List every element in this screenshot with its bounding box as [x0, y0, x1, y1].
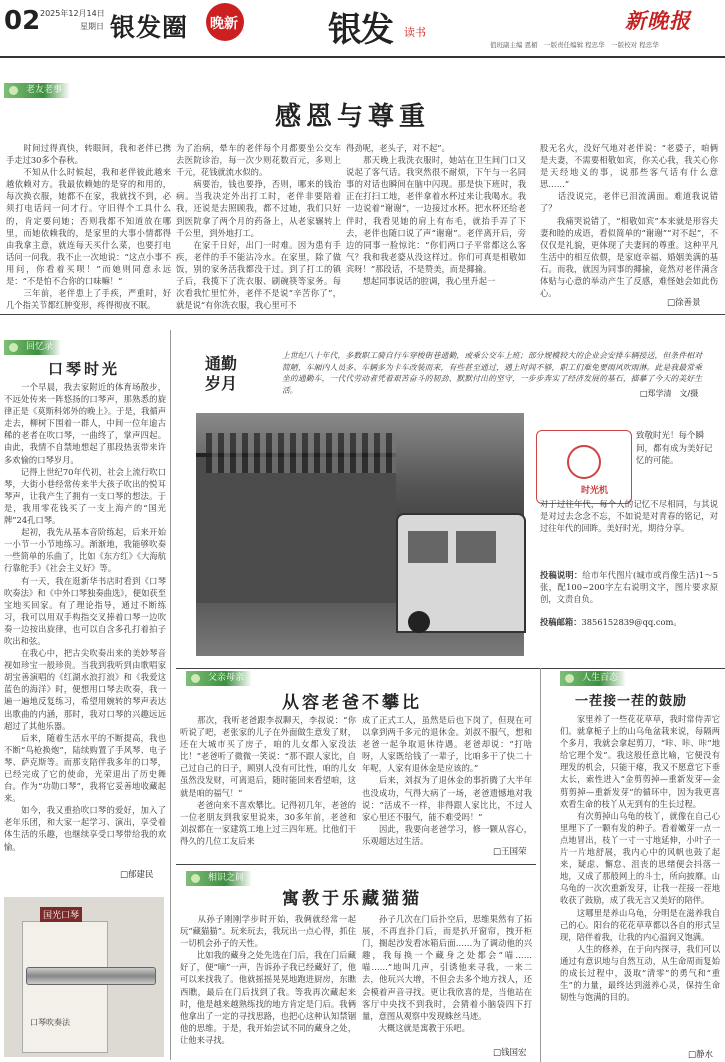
divider-2: [176, 668, 725, 669]
article4-author: □王国荣: [493, 847, 527, 857]
article6-col2: 孙子几次在门后扑空后，思维果然有了拓展，不再直扑门后，而是扒开窗帘，拽开柜门，搁起沙发看冰箱后面……为了调动他的兴趣，我每换一个藏身之处都会“喵……喵……”地叫几声，引诱他来寻我，一来二去，他玩兴大增，不但会去多个地方找人，还会模着声音寻找。更让我欣喜的是，当他站在客厅中央找不到我时，会猜着小脑袋四下打量，意图从观察中发现蛛丝马迹。 大概这就是寓教于乐吧。: [362, 914, 532, 1033]
bus-window-2: [456, 531, 496, 563]
article6-title: 寓教于乐藏猫猫: [282, 889, 422, 909]
photo-crowd: [206, 433, 396, 473]
section-name: 银发圈: [110, 13, 189, 42]
photo-truck: [196, 453, 396, 603]
section-badge: [206, 3, 244, 41]
article4-title: 从容老爸不攀比: [282, 693, 422, 713]
column-logo: [328, 2, 428, 50]
article5-body: 家里养了一些花花草草，我时常侍弄它们。就拿栀子上的山乌龟盆栽来说，每隔两个多月，我就会拿起剪刀，“咔、咔、咔”地给它理个发”。我这般任意比喻，它便没有理发的机会，只能干瘪，我又不愿意它下垂太长，索性进入“金剪剪掉—重新发芽—金剪剪掉—重新发芽”的循环中，因为我更喜欢看生命的枝丫从无到有的生长过程。 有次剪掉山乌龟的枝丫，就像在自己心里埋下了一颗有发的种子。看着嫩芽一点一点地冒出，枝丫一寸一寸地延伸，小叶子一片一片地舒展，我内心中的风帆也鼓了起来，疑虑、懈怠、沮丧的思绪便会抖落一地，又成了那般网上的斗士，所向披靡。山乌龟的一次次重新发芽，让我一茬接一茬地收获了鼓励，成了我无言又美好的陪伴。 这哪里是养山乌龟，分明是在滋养我自己的心。阳台的花花草草都以各自的形式呈现，陪伴着我，让我的内心温润又饱满。 人生的修养，在于向内探寻，我们可以通过有意识地与自然互动，从生命周而复始的成长过程中，汲取“清零”的勇气和“重生”的力量，最终达到滋养心灵，保持生命韧性与饱满的目的。: [560, 714, 720, 1003]
article1-col2: 为了治病，晕车的老伴每个月都要坐公交车去医院诊治，每一次少则花数百元，多则上千元，花钱就流水似的。 病要治，钱也要挣，否则，哪来的钱治病。当我决定外出打工时，老伴非要陪着我，还说是去照顾我，都不过她，我们只好到医院拿了两个月的药备上，从老家辗转上千公里，到外地打工。 在家千日好，出门一时难。因为患有手疾，老伴的手不能沾冷水。在家里，除了做饭，别的家务活我都没干过。到了打工的镇子后，我揽下了洗衣服、刷碗筷等家务。每次看我忙里忙外，老伴不是说“辛苦你了”，就是说“有你洗衣服，我心里可不: [176, 143, 341, 311]
article3-author: □郑学清 文/摄: [640, 389, 699, 398]
sidebar-body: 对于过往年代，每个人的记忆不尽相同，与其说是对过去念念不忘，不如说是对青春的铭记，对过往年代的回眸。美好时光，期待分享。: [540, 499, 718, 534]
article2-title: 口琴时光: [48, 360, 121, 378]
page-number: 02: [4, 6, 41, 36]
sidebar-email: [540, 604, 718, 630]
divider-1: [0, 314, 725, 315]
divider-3: [176, 864, 536, 865]
sidebar-slogan: 致敬时光！每个瞬间，都有成为美好记忆的可能。: [636, 431, 713, 466]
harmonica-box: [22, 921, 108, 1053]
bus-window-1: [408, 531, 448, 563]
commute-photo: [196, 413, 524, 656]
sidebar-req-text: 给市年代图片(城市或肖像生活)1～5张，配100~200字左右说明文字，图片要求原创，文责自负。: [540, 570, 718, 605]
article4-tag: 父亲母亲: [186, 671, 252, 686]
bus-wheel: [408, 611, 430, 633]
article2-author: □郁建民: [120, 870, 154, 880]
article3-caption: 上世纪八十年代，多数职工骑自行车穿梭街巷通勤，或乘公交车上班；部分规模较大的企业会安排车辆接送，但条件相对简陋，车厢内人员多、车辆多为卡车改装而来，有些甚至通过，遇上时间不够，职工们难免要雨风吹雨淋。此是我最常乘坐的通勤车，一代代劳动者凭着艰苦奋斗的韧劲、默默付出的坚守，一步步奔实了经济发展的基石，描摹了今天的美好生活。: [282, 351, 702, 395]
column-logo-small: 读书: [404, 26, 426, 39]
right-column-rule: [540, 668, 541, 1062]
article4-col2: 成了正式工人，虽然是后也下岗了，但现在可以拿到两千多元的退休金。刘叔不服气，想和老爸一起争取退休待遇。老爸却说：“打啥呀，人家既给钱了一辈子，比咱多干了快二十年呢，人家有退休金是应该的。” 后来，刘叔为了退休金的事折腾了大半年也没成功，气得大病了一场，老爸遗憾地对我说：“活成不一样，非得跟人家比比，不过人家心里还不服气，能不难受吗！” 因此，我要向老爸学习，修一颗从容心，乐观超达过生活。: [362, 715, 532, 846]
camera-icon: [536, 430, 632, 504]
article1-author: □徐善景: [667, 298, 701, 308]
sidebar-badge: 时光机: [581, 486, 609, 496]
sidebar-requirements: [540, 557, 718, 603]
article1-col1: 时间过得真快，转眼间，我和老伴已携手走过30多个春秋。 不知从什么时候起，我和老伴彼此越来越依赖对方。我最依赖她的是穿的和用的，每次换衣服，她都不在家，我就找不到，必须打电话问一问才行。守旧得个工具什么的，肯定要问她；否则我都不知道放在哪里，而她依赖我的，是家里的大事小情都得由我拿主意，就连每天买什么菜，也要打电话问一问我。我不止一次地说：“这点小事不用问，你看着买呗！”而她则同意永远是：“不是怕不合你的口味嘛！” 三年前，老伴患上了手疾，严重时，好几个指关节都红肿变形，疼得彻夜不眠。: [6, 143, 171, 311]
article6-tag: 相识之间: [186, 871, 252, 886]
article1-col4: 股无名火，没好气地对老伴说：“老婆子，咱俩是夫妻，不需要相敬如宾，你关心我，我关心你是天经地义的事，说那些客气话有什么意思……” 话没说完，老伴已泪流满面。难道我说错了？ 我痛哭说错了，“相敬如宾”本来就是形容夫妻和睦的成语，看似简单的“谢谢”“对不起”，不仅仅是礼貌，更体现了夫妻间的尊重。这种平凡生活中的相互依偎，是家庭幸福、婚姻美满的基石。而我，就因为同事的揶揄，竟然对老伴满含体贴与心意的举动产生了反感，难怪她会如此伤心。: [540, 143, 718, 299]
article3-title: 通勤岁月: [205, 354, 238, 393]
weekday: 星期日: [80, 22, 104, 31]
article2-body: 一个早晨，我去家附近的体育场散步，不远处传来一阵悠扬的口琴声，那熟悉的旋律正是《莫斯科郊外的晚上》。于是，我循声走去，柳树下围着一群人，中间一位年逾古稀的老者在吹口琴，一曲终了，掌声四起。由此，我情不自禁地想起了那段热衷带来许多欢愉的口琴岁月。 记得上世纪70年代初，社会上流行吹口琴，大街小巷经常传来半大孩子吹出的悦耳琴声，让我产生了拥有一支口琴的想法。于是，我用零花钱买了一支上海产的“国光牌”24孔口琴。 起初，我先从基本音阶练起，后来开始一小节一小节地练习。渐渐地，我能够吹奏一些简单的乐曲了，比如《东方红》《大海航行靠舵手》《社会主义好》等。 有一天，我在逛新华书店时看到《口琴吹奏法》和《中外口琴独奏曲选》，便如获至宝地买回家。有了理论指导，通过不断练习，我可以用双手构指交叉捧着口琴一边吹奏一边按出旋律，也可以自含多孔打着拍子吹出和弦。 在我心中，把古尖吹奏出来的美妙琴音视如珍宝一般珍贵。当我到我听到由歌唱家胡宝善演唱的《红湖水浪打浪》和《我爱这蓝色的海洋》时，便想用口琴去吹奏，我一遍一遍地反复练习，希望用婉转的琴声表达出歌曲的内涵，那时，我对口琴的兴趣远远超过了其他乐器。 后来，随着生活水平的不断提高，我也不断“鸟枪换炮”，陆续购置了手风琴、电子琴、萨克斯等。而那支陪伴我多年的口琴，已经完成了它的使命，光荣退出了历史舞台。作为“功勋口琴”，我将它妥善地收藏起来。 如今，我又重拾吹口琴的爱好，加入了老年乐团，和大家一起学习、演出，享受着体生活的乐趣，也继续享受口琴带给我的欢愉。: [4, 382, 166, 852]
article1-col3: 得劲呢，老头子，对不起”。 那天晚上我洗衣服时，她站在卫生间门口又说起了客气话。我突然很不耐烦，下午与一名同事的对话也瞬间在脑中闪现。那是快下班时，我正在打扫工地，老伴拿着水杯过来让我喝水。我一边说着“谢谢”，一边接过水杯。把水杯还给老伴时，我看见她的肩上有布毛，就抬手弄了下去，老伴也随口说了声“谢谢”。老伴离开后，旁边的同事一脸惊诧：“你们两口子平常都这么客气？我和我老婆从没这样过。你们可真是相敬如宾呀！”那段话，不是赞美，而是揶揄。 想起同事说话的腔调，我心里升起一: [346, 143, 526, 287]
section-badge-text: 晚新: [210, 16, 238, 32]
sidebar-req-label: 投稿说明：: [540, 570, 583, 581]
article6-col1: 从孙子刚刚学步时开始，我俩就经常一起玩“藏猫猫”。玩来玩去，我玩出一点心得，抓住一切机会孙子的天性。 比如我的藏身之处先选在门后，我在门后藏好了，便“嘀”一声，告诉孙子我已经藏好了，他可以来找我了。他就摇摇晃晃地跑进厨房，东瞧西瞧，最后在门后找到了我。等我再次藏起来时，他是越来越熟练找的地方肯定是门后。我俩他拿出了一定的寻找思路，也把心这种认知禁锢他的思维。于是，我开始尝试不同的藏身之处，让他来寻找。: [180, 914, 356, 1045]
article5-title: 一茬接一茬的鼓励: [575, 694, 688, 709]
article2-tag: 回忆录: [4, 340, 61, 355]
camera-lens: [567, 445, 601, 479]
column-logo-text: 银发: [328, 10, 392, 50]
left-column-rule: [170, 330, 171, 1060]
harmonica-label: 国光口琴: [40, 907, 82, 922]
harmonica-photo: [4, 897, 164, 1057]
editor-credits: 值班副主编 恩楣 一版责任编辑 程忠华 一版校对 程忠华: [490, 41, 659, 49]
harmonica-instrument: [26, 967, 156, 985]
article4-col1: 那次，我听老爸跟李叔聊天，李叔说：“你听说了吧，老张家的儿子在外面做生意发了财，还在大城市买了房子，咱的儿女都入家没法比！”老爸听了微微一笑说：“那不跟人家比，自己过自己的日子，顾别人没有可比性，咱的儿女虽然没发财，可离退后，随时能回来看望咱，这就是咱的福气！” 老爸向来不喜欢攀比。记得初几年，老爸的一位老朋友到我家里说来，30多年前，老爸和刘叔都在一家建筑工地上过三四年班。比他们干得久的几位工友后来: [180, 715, 356, 846]
article1-tag: 老友老事: [4, 83, 70, 98]
sidebar-email-address[interactable]: 3856152839@qq.com。: [581, 617, 682, 628]
masthead-rule: [0, 56, 725, 58]
article5-tag: 人生百态: [560, 671, 626, 686]
article5-author: □静水: [688, 1050, 714, 1060]
photo-bus: [396, 513, 526, 633]
sidebar-email-label: 投稿邮箱：: [540, 617, 582, 628]
article6-author: □钱国宏: [493, 1048, 527, 1058]
article1-title: 感恩与尊重: [275, 102, 431, 132]
harmonica-book-title: 口琴吹奏法: [30, 1018, 70, 1027]
issue-date: 2025年12月14日: [40, 9, 105, 18]
newspaper-logo: 新晚报: [625, 8, 691, 33]
